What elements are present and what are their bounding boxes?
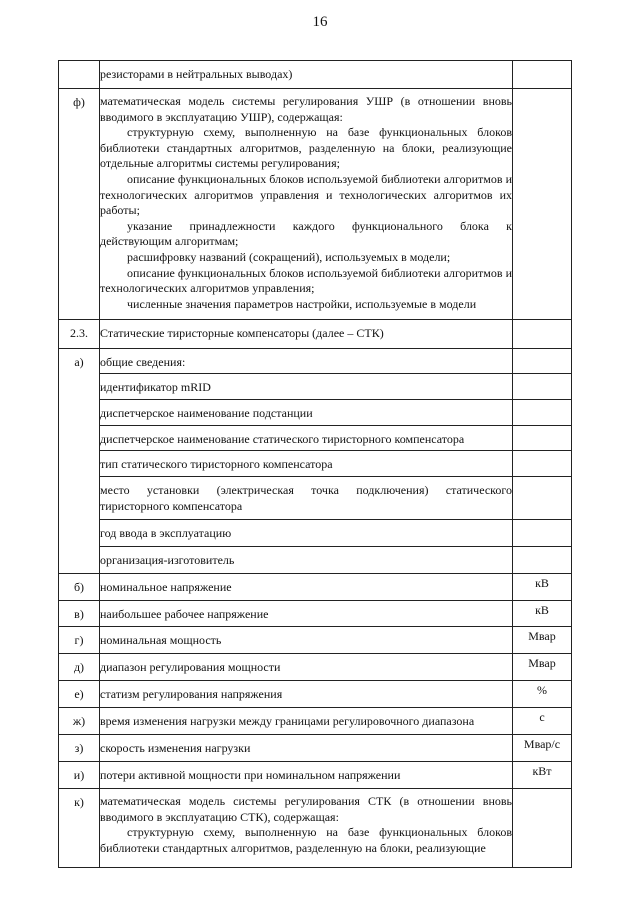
section-number: 2.3. [70, 326, 88, 340]
row-unit-cell [513, 520, 572, 547]
row-text: резисторами в нейтральных выводах) [100, 67, 293, 81]
row-unit-cell [513, 477, 572, 520]
paragraph: указание принадлежности каждого функционального блока к действующим алгоритмам; [100, 218, 512, 249]
row-text-cell [100, 426, 513, 451]
row-marker-cell [59, 349, 100, 574]
row-text: время изменения нагрузки между границами регулировочного диапазона [100, 714, 475, 728]
paragraph: математическая модель системы регулирования СТК (в отношении вновь вводимого в эксплуатацию СТК), содержащая: [100, 794, 512, 824]
row-text: место установки (электрическая точка подключения) статического тиристорного компенсатора [100, 483, 512, 513]
row-text: диспетчерское наименование статического тиристорного компенсатора [100, 432, 465, 446]
row-marker: б) [73, 580, 85, 594]
row-unit-cell [513, 374, 572, 400]
table-row [59, 349, 572, 374]
row-marker-cell [59, 735, 100, 762]
table-row [59, 735, 572, 762]
row-unit-cell [513, 320, 572, 349]
row-text-cell [100, 681, 513, 708]
row-unit-cell [513, 735, 572, 762]
row-marker-cell [59, 708, 100, 735]
paragraph: структурную схему, выполненную на базе функциональных блоков библиотеки стандартных алгоритмов, разделенную на блоки, реализующие [100, 825, 512, 855]
row-marker-cell [59, 762, 100, 789]
table-row [59, 762, 572, 789]
row-text-cell [100, 708, 513, 735]
unit-label: с [539, 710, 545, 724]
row-text: общие сведения: [100, 355, 186, 369]
unit-label: кВ [535, 576, 549, 590]
row-marker-cell [59, 627, 100, 654]
row-text-cell [100, 374, 513, 400]
row-marker: з) [74, 741, 84, 755]
row-unit-cell [513, 61, 572, 89]
unit-label: кВ [535, 603, 549, 617]
row-text: потери активной мощности при номинальном напряжении [100, 768, 401, 782]
row-text-cell [100, 627, 513, 654]
page-number: 16 [312, 14, 328, 30]
row-text: скорость изменения нагрузки [100, 741, 251, 755]
table-row [59, 89, 572, 320]
row-marker: в) [74, 607, 84, 621]
row-marker-cell [59, 61, 100, 89]
row-marker-cell [59, 681, 100, 708]
row-unit-cell [513, 89, 572, 320]
row-text-cell [100, 89, 513, 320]
row-unit-cell [513, 681, 572, 708]
unit-label: % [537, 683, 547, 697]
table-row [59, 574, 572, 601]
row-text: статизм регулирования напряжения [100, 687, 283, 701]
row-unit-cell [513, 654, 572, 681]
row-marker: а) [74, 355, 84, 369]
row-text-cell [100, 400, 513, 426]
table-row [59, 400, 572, 426]
row-text: диспетчерское наименование подстанции [100, 406, 313, 420]
row-marker: д) [73, 660, 85, 674]
row-text: номинальная мощность [100, 633, 222, 647]
table-row [59, 601, 572, 627]
row-unit-cell [513, 451, 572, 477]
row-marker-cell [59, 654, 100, 681]
row-text-cell [100, 547, 513, 574]
row-marker: к) [74, 795, 84, 809]
unit-label: кВт [532, 764, 552, 778]
table-row [59, 426, 572, 451]
row-marker: ж) [72, 714, 86, 728]
table-row [59, 654, 572, 681]
paragraph: структурную схему, выполненную на базе функциональных блоков библиотеки стандартных алгоритмов, разделенную на блоки, реализующие отдельные алгоритмы системы регулирования; [100, 125, 512, 171]
row-text: тип статического тиристорного компенсатора [100, 457, 333, 471]
row-text: номинальное напряжение [100, 580, 232, 594]
paragraph: описание функциональных блоков используемой библиотеки алгоритмов и технологических алгоритмов управления; [100, 265, 512, 296]
table-row [59, 627, 572, 654]
row-unit-cell [513, 627, 572, 654]
table-row [59, 681, 572, 708]
paragraph: описание функциональных блоков используемой библиотеки алгоритмов и технологических алгоритмов управления и технологических алгоритмов их работы; [100, 171, 512, 218]
row-text-cell [100, 789, 513, 868]
row-marker-cell [59, 601, 100, 627]
row-text-cell [100, 762, 513, 789]
table-row [59, 374, 572, 400]
row-unit-cell [513, 762, 572, 789]
row-text-cell [100, 320, 513, 349]
table-row [59, 61, 572, 89]
row-unit-cell [513, 547, 572, 574]
row-marker-cell [59, 789, 100, 868]
unit-label: Мвар/с [523, 737, 561, 751]
row-text: наибольшее рабочее напряжение [100, 607, 269, 621]
row-marker: ф) [73, 95, 85, 109]
row-marker: е) [74, 687, 84, 701]
paragraph: расшифровку названий (сокращений), используемых в модели; [127, 249, 451, 264]
row-unit-cell [513, 426, 572, 451]
row-text-cell [100, 574, 513, 601]
row-text-cell [100, 477, 513, 520]
row-unit-cell [513, 400, 572, 426]
row-text-cell [100, 654, 513, 681]
section-title: Статические тиристорные компенсаторы (далее – СТК) [100, 326, 384, 340]
row-unit-cell [513, 349, 572, 374]
row-text-cell [100, 601, 513, 627]
row-text: год ввода в эксплуатацию [100, 526, 232, 540]
row-unit-cell [513, 574, 572, 601]
table-row [59, 547, 572, 574]
table-row [59, 451, 572, 477]
paragraph: математическая модель системы регулирования УШР (в отношении вновь вводимого в эксплуатацию УШР), содержащая: [100, 94, 512, 124]
row-text: организация-изготовитель [100, 553, 235, 567]
row-text-cell [100, 349, 513, 374]
row-text-cell [100, 451, 513, 477]
row-text: диапазон регулирования мощности [100, 660, 281, 674]
row-text-cell [100, 735, 513, 762]
table-row [59, 789, 572, 868]
table-row [59, 477, 572, 520]
paragraph: численные значения параметров настройки, используемые в модели [127, 296, 477, 311]
table-row [59, 320, 572, 349]
row-marker-cell [59, 320, 100, 349]
row-unit-cell [513, 789, 572, 868]
unit-label: Мвар [528, 656, 556, 670]
table-row [59, 520, 572, 547]
row-text: идентификатор mRID [100, 380, 211, 394]
row-marker-cell [59, 89, 100, 320]
row-text-cell [100, 520, 513, 547]
table-row [59, 708, 572, 735]
row-unit-cell [513, 601, 572, 627]
row-marker-cell [59, 574, 100, 601]
row-marker: г) [74, 633, 84, 647]
row-unit-cell [513, 708, 572, 735]
unit-label: Мвар [528, 629, 556, 643]
requirements-table [58, 60, 572, 868]
row-marker: и) [73, 768, 85, 782]
row-text-cell [100, 61, 513, 89]
